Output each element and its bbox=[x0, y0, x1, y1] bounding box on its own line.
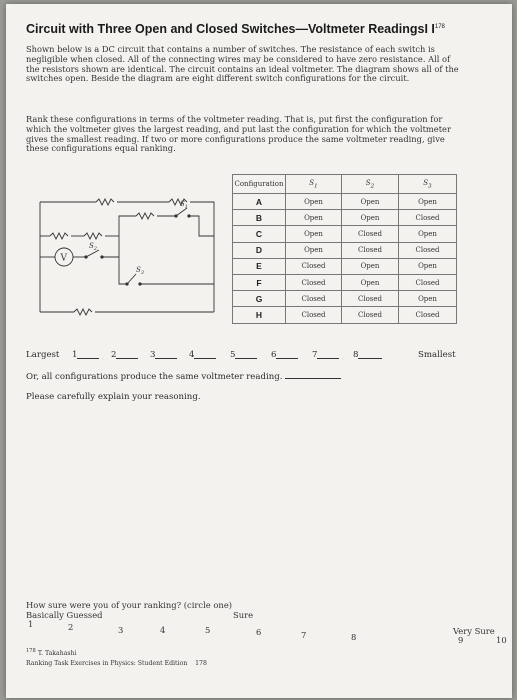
row-label: C bbox=[233, 226, 286, 242]
cell-s1: Closed bbox=[286, 307, 342, 323]
rank-slot-5[interactable]: 5 bbox=[230, 350, 235, 360]
cell-s1: Closed bbox=[286, 258, 342, 274]
cell-s3: Closed bbox=[399, 307, 457, 323]
cell-s3: Closed bbox=[399, 210, 457, 226]
confidence-option-6[interactable]: 6 bbox=[256, 627, 262, 637]
smallest-label: Smallest bbox=[418, 350, 456, 360]
rank-slot-4[interactable]: 4 bbox=[189, 350, 194, 360]
table-row bbox=[233, 194, 457, 210]
same-reading-line: Or, all configurations produce the same voltmeter reading. bbox=[26, 370, 341, 382]
row-label: D bbox=[233, 242, 286, 258]
page-title: Circuit with Three Open and Closed Switches—Voltmeter ReadingsI $I^{178}$ bbox=[26, 22, 445, 36]
resistor-mid-left bbox=[50, 233, 68, 239]
rank-slot-2[interactable]: 2 bbox=[111, 350, 116, 360]
cell-s3: Open bbox=[399, 194, 457, 210]
footer-book: Ranking Task Exercises in Physics: Student Edition 178 bbox=[26, 660, 207, 667]
row-label: F bbox=[233, 274, 286, 290]
cell-s2: Closed bbox=[342, 307, 399, 323]
table-header-row bbox=[233, 175, 457, 194]
footer-page-number: 178 bbox=[195, 660, 207, 667]
cell-s1: Open bbox=[286, 210, 342, 226]
confidence-option-7[interactable]: 7 bbox=[301, 630, 307, 640]
confidence-option-2[interactable]: 2 bbox=[68, 622, 74, 632]
cell-s2: Closed bbox=[342, 226, 399, 242]
cell-s2: Closed bbox=[342, 242, 399, 258]
rank-slot-7[interactable]: 7 bbox=[312, 350, 317, 360]
cell-s3: Open bbox=[399, 291, 457, 307]
instructions-paragraph: Rank these configurations in terms of the voltmeter reading. That is, put first the configuration for which the voltmeter gives the largest reading, and put last the configuration for which the voltmeter gives the smallest reading. If two or more configurations produce the same voltmeter reading, give these configurations equal ranking. bbox=[26, 114, 451, 154]
switch-s2-arm bbox=[86, 250, 99, 257]
header-s3: $S_3$ bbox=[399, 175, 457, 194]
title-suffix: I I bbox=[424, 22, 435, 36]
row-label: H bbox=[233, 307, 286, 323]
resistor-bottom bbox=[74, 309, 92, 315]
configuration-table bbox=[232, 174, 457, 324]
cell-s1: Open bbox=[286, 242, 342, 258]
circuit-diagram bbox=[24, 172, 224, 322]
confidence-option-4[interactable]: 4 bbox=[160, 625, 166, 635]
voltmeter-label: V bbox=[60, 253, 67, 264]
confidence-low-label: Basically Guessed bbox=[26, 610, 103, 620]
rank-slot-6[interactable]: 6 bbox=[271, 350, 276, 360]
confidence-option-9[interactable]: 9 bbox=[458, 635, 464, 645]
table-row bbox=[233, 226, 457, 242]
same-reading-blank[interactable] bbox=[285, 370, 341, 379]
resistor-top-left bbox=[96, 199, 114, 205]
table-row bbox=[233, 210, 457, 226]
confidence-question: How sure were you of your ranking? (circle one) bbox=[26, 600, 233, 610]
cell-s3: Closed bbox=[399, 274, 457, 290]
intro-paragraph: Shown below is a DC circuit that contains a number of switches. The resistance of each switch is negligible when closed. All of the connecting wires may be considered to have zero resistance. All of the resistors shown are identical. The circuit contains an ideal voltmeter. The diagram shows all of the switches open. Beside the diagram are eight different switch configurations for the circuit. bbox=[26, 44, 459, 84]
resistor-mid-center bbox=[84, 233, 102, 239]
table-row bbox=[233, 258, 457, 274]
cell-s2: Open bbox=[342, 210, 399, 226]
table-row bbox=[233, 307, 457, 323]
worksheet-page bbox=[6, 4, 512, 698]
largest-label: Largest bbox=[26, 350, 60, 360]
cell-s2: Open bbox=[342, 194, 399, 210]
cell-s1: Open bbox=[286, 194, 342, 210]
resistor-inner bbox=[136, 213, 154, 219]
switch-s1-label: $S_1$ bbox=[180, 200, 188, 210]
confidence-option-5[interactable]: 5 bbox=[205, 625, 211, 635]
header-s2: $S_2$ bbox=[342, 175, 399, 194]
header-configuration: Configuration bbox=[233, 175, 286, 194]
switch-s2-label: $S_2$ bbox=[89, 242, 97, 252]
cell-s2: Closed bbox=[342, 291, 399, 307]
footer-credit: $^{178}$ T. Takahashi bbox=[26, 648, 77, 658]
switch-s3-arm bbox=[127, 274, 136, 284]
table-row bbox=[233, 291, 457, 307]
confidence-option-1[interactable]: 1 bbox=[28, 619, 34, 629]
switch-s3-label: $S_3$ bbox=[136, 266, 144, 276]
cell-s3: Open bbox=[399, 258, 457, 274]
table-row bbox=[233, 242, 457, 258]
table-row bbox=[233, 274, 457, 290]
cell-s3: Open bbox=[399, 226, 457, 242]
cell-s1: Closed bbox=[286, 291, 342, 307]
cell-s1: Open bbox=[286, 226, 342, 242]
cell-s2: Open bbox=[342, 274, 399, 290]
rank-slot-3[interactable]: 3 bbox=[150, 350, 155, 360]
row-label: B bbox=[233, 210, 286, 226]
confidence-option-8[interactable]: 8 bbox=[351, 632, 357, 642]
confidence-option-10[interactable]: 10 bbox=[496, 635, 507, 645]
rank-slot-1[interactable]: 1 bbox=[72, 350, 77, 360]
confidence-high-label: Very Sure bbox=[453, 626, 495, 636]
row-label: E bbox=[233, 258, 286, 274]
explain-prompt: Please carefully explain your reasoning. bbox=[26, 392, 201, 402]
cell-s3: Closed bbox=[399, 242, 457, 258]
header-s1: $S_1$ bbox=[286, 175, 342, 194]
row-label: A bbox=[233, 194, 286, 210]
row-label: G bbox=[233, 291, 286, 307]
confidence-mid-label: Sure bbox=[233, 610, 254, 620]
title-footnote-ref: 178 bbox=[434, 23, 445, 30]
rank-slot-8[interactable]: 8 bbox=[353, 350, 358, 360]
cell-s1: Closed bbox=[286, 274, 342, 290]
confidence-option-3[interactable]: 3 bbox=[118, 625, 124, 635]
cell-s2: Open bbox=[342, 258, 399, 274]
